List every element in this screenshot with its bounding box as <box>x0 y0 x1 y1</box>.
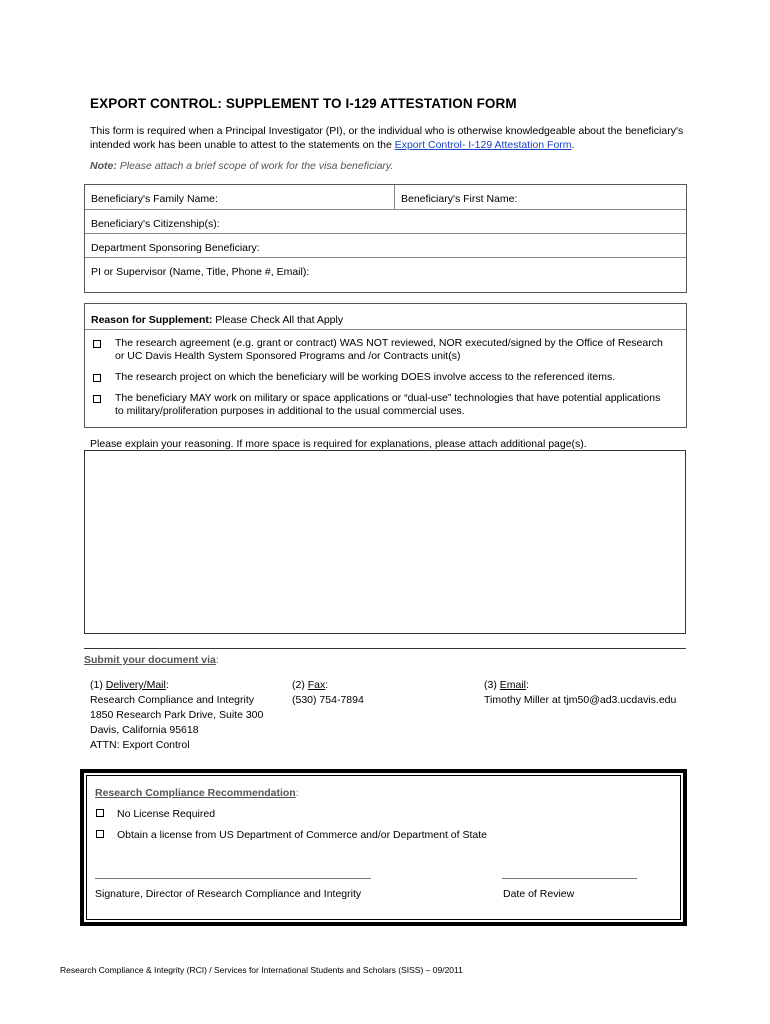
submit-colon: : <box>215 654 219 666</box>
email-number: (3) <box>484 679 500 691</box>
submit-divider <box>84 648 686 649</box>
delivery-line: Research Compliance and Integrity <box>90 694 255 706</box>
reason-box <box>84 303 687 428</box>
intro-paragraph <box>90 124 690 152</box>
first-name-label: Beneficiary's First Name: <box>401 193 518 205</box>
reason-option-3: The beneficiary MAY work on military or space applications or “dual-use” technologies that have potential applications to military/proliferation purposes in additional to the usual commercial uses. <box>115 392 661 417</box>
fax-block <box>292 678 442 708</box>
delivery-block <box>90 678 280 753</box>
department-label: Department Sponsoring Beneficiary: <box>91 242 260 254</box>
reason-heading-row <box>91 314 681 327</box>
reason-checkbox-1[interactable] <box>93 340 101 348</box>
email-label: Email <box>499 679 527 691</box>
pi-label: PI or Supervisor (Name, Title, Phone #, Email): <box>91 266 310 278</box>
email-value: Timothy Miller at tjm50@ad3.ucdavis.edu <box>484 694 677 706</box>
reason-divider <box>85 329 686 330</box>
attestation-form-link[interactable]: Export Control- I-129 Attestation Form <box>394 139 572 151</box>
recommendation-colon: : <box>295 787 299 799</box>
obtain-license-label: Obtain a license from US Department of Commerce and/or Department of State <box>117 829 487 841</box>
delivery-colon: : <box>165 679 169 691</box>
signature-label: Signature, Director of Research Compliance and Integrity <box>95 888 362 900</box>
email-colon: : <box>526 679 529 691</box>
delivery-label: Delivery/Mail <box>105 679 166 691</box>
name-row <box>85 185 686 210</box>
reason-subheading: Please Check All that Apply <box>212 314 344 326</box>
reason-checkbox-2[interactable] <box>93 374 101 382</box>
fax-number: (2) <box>292 679 308 691</box>
delivery-line: 1850 Research Park Drive, Suite 300 <box>90 709 264 721</box>
citizenship-field[interactable] <box>85 210 686 234</box>
email-block <box>484 678 689 708</box>
submit-heading: Submit your document via <box>84 654 216 666</box>
citizenship-label: Beneficiary's Citizenship(s): <box>91 218 220 230</box>
delivery-number: (1) <box>90 679 106 691</box>
reason-checkbox-3[interactable] <box>93 395 101 403</box>
delivery-line: Davis, California 95618 <box>90 724 199 736</box>
recommendation-heading: Research Compliance Recommendation <box>95 787 296 799</box>
beneficiary-info-box <box>84 184 687 293</box>
fax-value: (530) 754-7894 <box>292 694 364 706</box>
date-line[interactable] <box>502 878 637 879</box>
family-name-label: Beneficiary's Family Name: <box>91 193 218 205</box>
reason-heading: Reason for Supplement: <box>91 314 213 326</box>
footer: Research Compliance & Integrity (RCI) / Services for International Students and Scholars (SISS) – 09/2011 <box>60 965 463 975</box>
note-text: Please attach a brief scope of work for the visa beneficiary. <box>116 160 394 172</box>
fax-colon: : <box>325 679 329 691</box>
fax-heading <box>292 678 442 693</box>
reason-option-2: The research project on which the beneficiary will be working DOES involve access to the referenced items. <box>115 371 616 383</box>
signature-line[interactable] <box>95 878 371 879</box>
fax-label: Fax <box>307 679 326 691</box>
pi-field[interactable] <box>85 258 686 292</box>
obtain-license-checkbox[interactable] <box>96 830 104 838</box>
recommendation-heading-row <box>95 787 299 800</box>
first-name-field[interactable] <box>395 185 686 209</box>
explain-label: Please explain your reasoning. If more space is required for explanations, please attach additional page(s). <box>90 438 587 450</box>
delivery-line: ATTN: Export Control <box>90 739 190 751</box>
email-heading <box>484 678 689 693</box>
explanation-textbox[interactable] <box>84 450 686 634</box>
note <box>90 160 393 172</box>
note-label: Note: <box>90 160 117 172</box>
no-license-label: No License Required <box>117 808 216 820</box>
department-field[interactable] <box>85 234 686 258</box>
date-label: Date of Review <box>503 888 575 900</box>
intro-text-end: . <box>571 139 575 151</box>
delivery-heading <box>90 678 280 693</box>
no-license-checkbox[interactable] <box>96 809 104 817</box>
family-name-field[interactable] <box>85 185 395 209</box>
recommendation-box <box>80 769 687 926</box>
submit-heading-row <box>84 654 219 667</box>
form-title: EXPORT CONTROL: SUPPLEMENT TO I-129 ATTESTATION FORM <box>90 96 517 111</box>
intro-text: This form is required when a Principal Investigator (PI), or the individual who is otherwise knowledgeable about the beneficiary's intended work has been unable to attest to the statements on the <box>90 125 684 151</box>
reason-option-1: The research agreement (e.g. grant or contract) WAS NOT reviewed, NOR executed/signed by the Office of Research or UC Davis Health System Sponsored Programs and /or Contracts unit(s) <box>115 337 663 362</box>
